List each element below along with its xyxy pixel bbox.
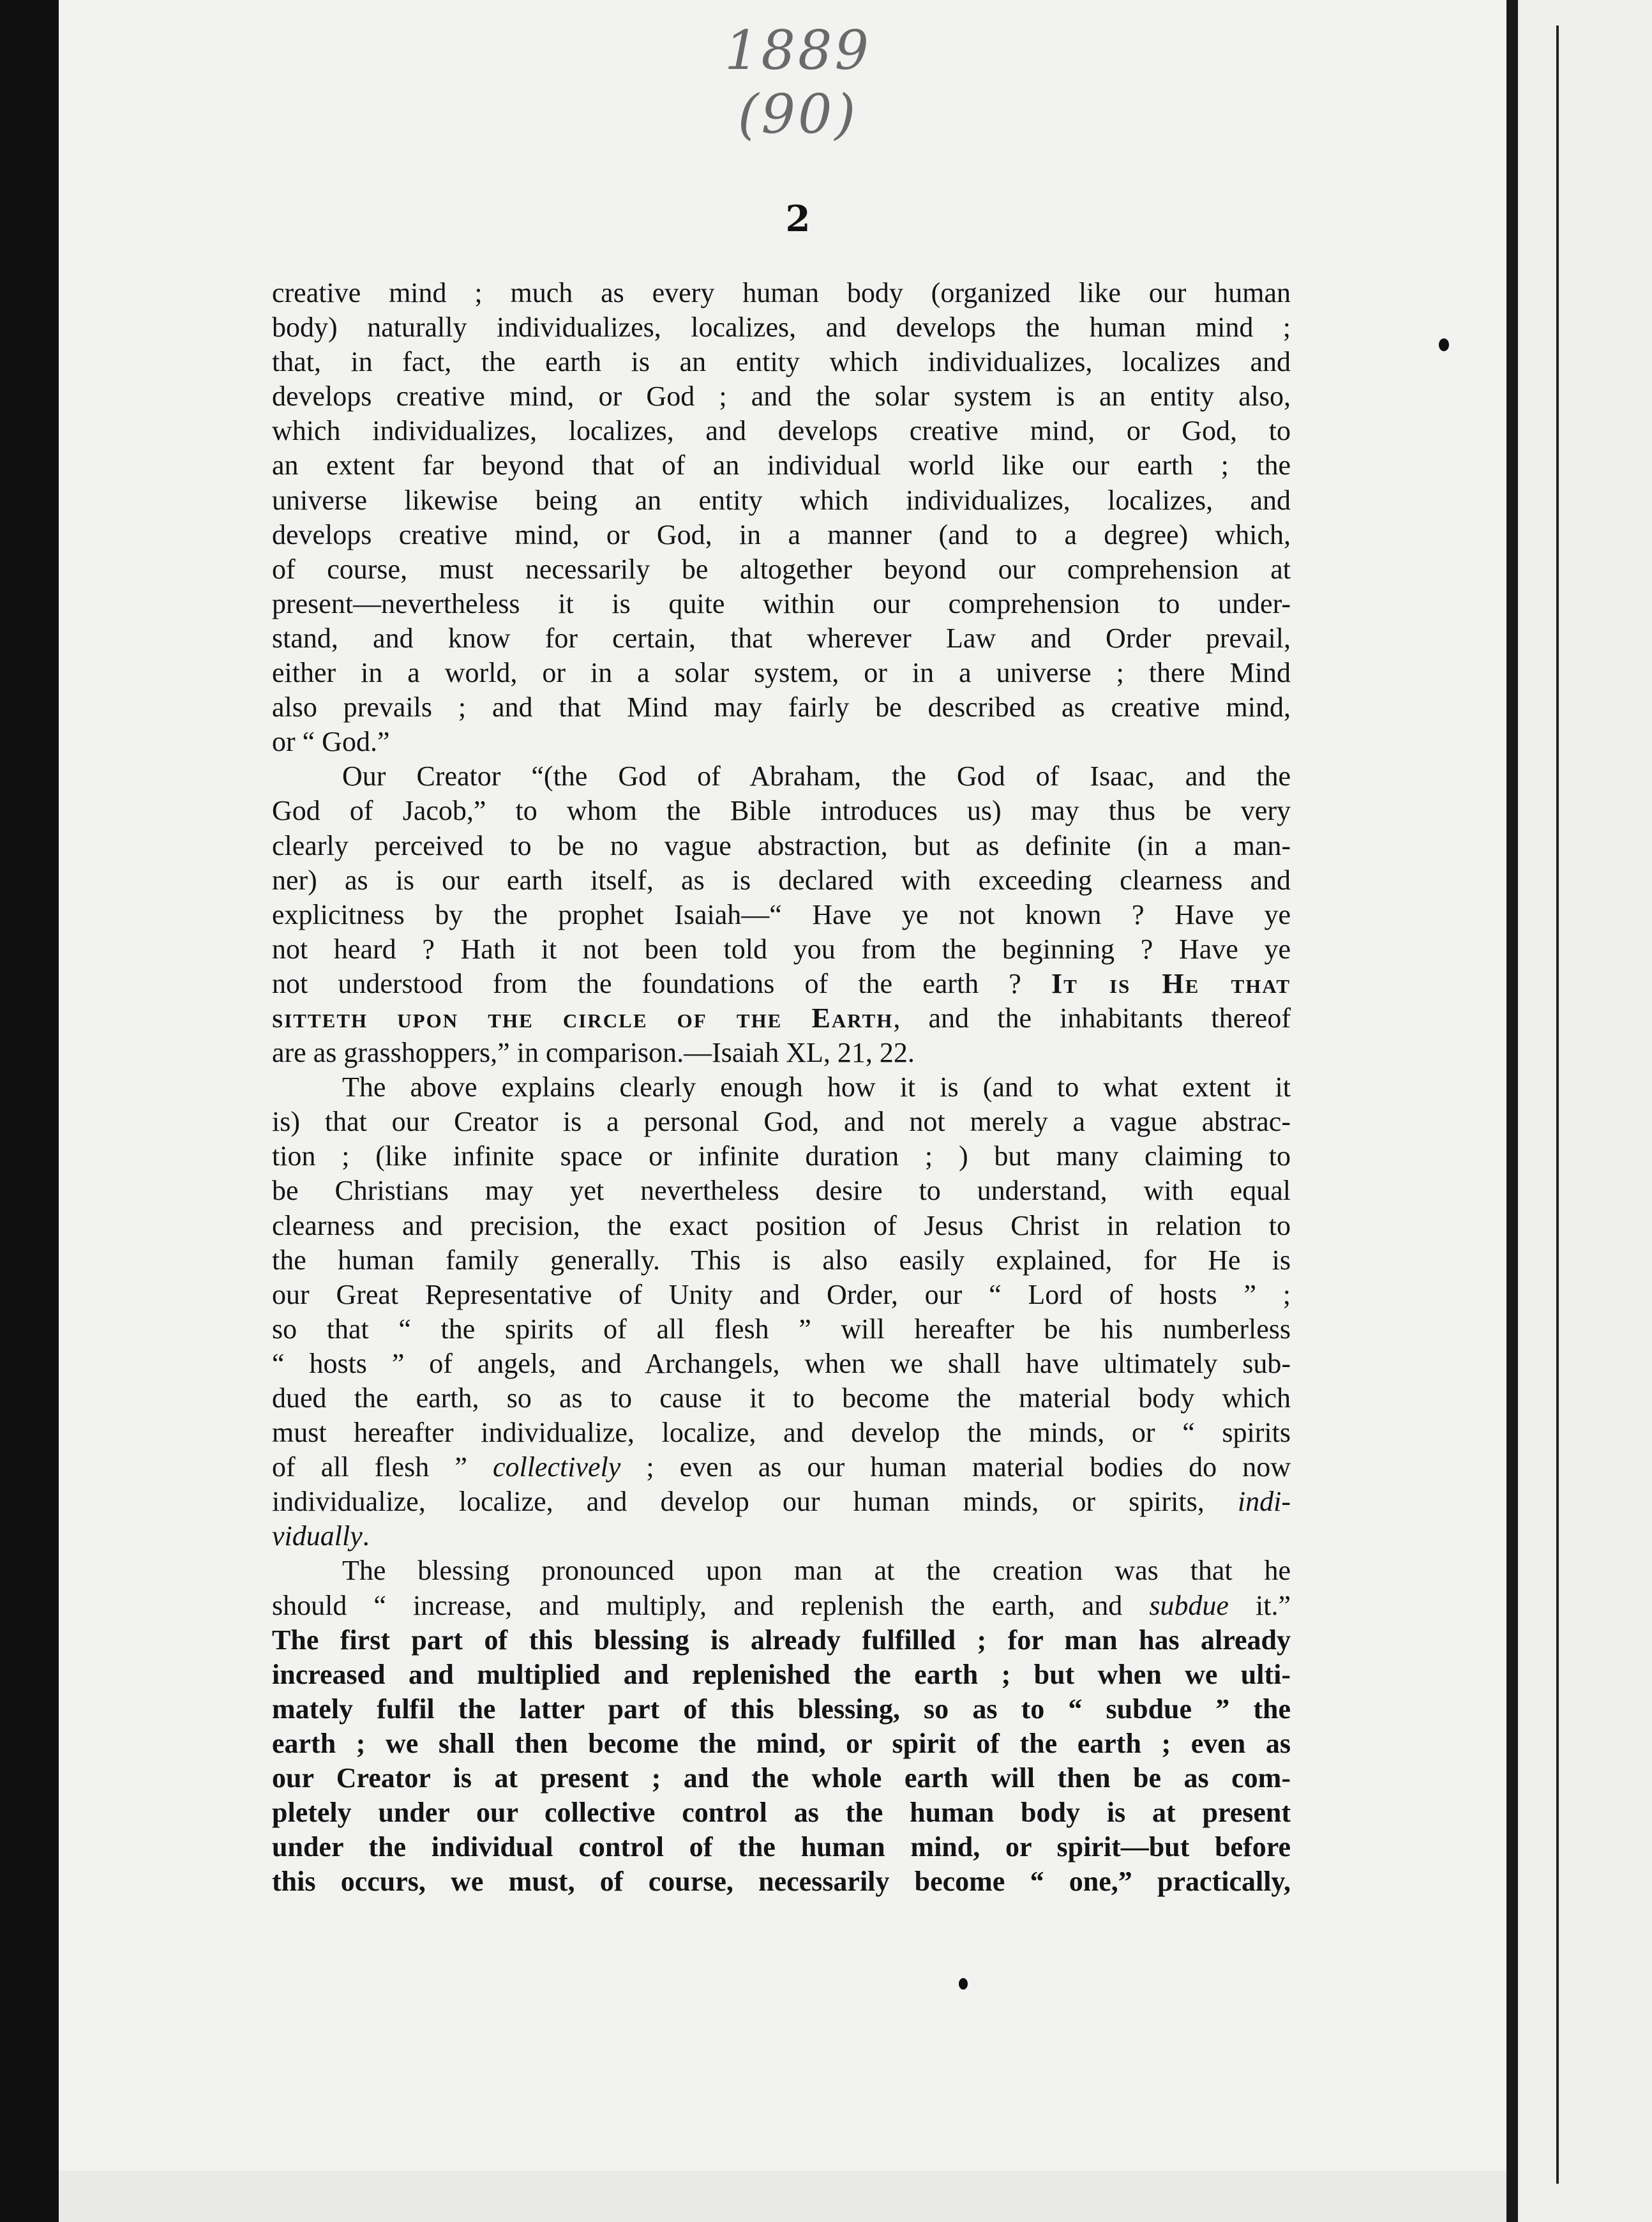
text-line: our Creator is at present ; and the whole earth will then be as com- (272, 1762, 1291, 1794)
text-line: that, in fact, the earth is an entity which individualizes, localizes and (272, 346, 1291, 378)
text-line: pletely under our collective control as the human body is at present (272, 1797, 1291, 1829)
text-run: ; even as our human material bodies do now (646, 1451, 1291, 1483)
text-run: of all flesh ” (272, 1451, 493, 1483)
ink-speck (959, 1978, 968, 1990)
text-line (272, 1589, 1291, 1623)
text-line: which individualizes, localizes, and develops creative mind, or God, to (272, 415, 1291, 447)
italic-run: subdue (1149, 1589, 1229, 1621)
text-line: under the individual control of the human mind, or spirit—but before (272, 1831, 1291, 1863)
text-line: develops creative mind, or God, in a manner (and to a degree) which, (272, 518, 1291, 550)
text-line: Our Creator “(the God of Abraham, the God of Isaac, and the (342, 760, 1291, 792)
text-line: earth ; we shall then become the mind, or spirit of the earth ; even as (272, 1727, 1291, 1759)
paragraph-4 (272, 1553, 1291, 1899)
paragraph-2 (272, 759, 1291, 1070)
text-line: explicitness by the prophet Isaiah—“ Have ye not known ? Have ye (272, 898, 1291, 930)
text-line: our Great Representative of Unity and Order, our “ Lord of hosts ” ; (272, 1278, 1291, 1310)
text-line: the human family generally. This is also easily explained, for He is (272, 1244, 1291, 1276)
page-edge (1506, 0, 1518, 2222)
ink-speck (1439, 338, 1449, 351)
text-line: so that “ the spirits of all flesh ” will hereafter be his numberless (272, 1313, 1291, 1345)
text-line: not heard ? Hath it not been told you from the beginning ? Have ye (272, 933, 1291, 965)
text-run: . (362, 1520, 370, 1552)
text-line: present—nevertheless it is quite within our comprehension to under- (272, 587, 1291, 619)
text-line: The first part of this blessing is already fulfilled ; for man has already (272, 1624, 1291, 1656)
text-line (272, 1001, 1291, 1036)
text-line: God of Jacob,” to whom the Bible introduces us) may thus be very (272, 795, 1291, 827)
italic-run: collectively (492, 1451, 621, 1483)
text-line: must hereafter individualize, localize, and develop the minds, or “ spirits (272, 1417, 1291, 1449)
text-line: The blessing pronounced upon man at the creation was that he (342, 1555, 1291, 1587)
body-text (272, 276, 1291, 1899)
text-line: an extent far beyond that of an individual world like our earth ; the (272, 450, 1291, 481)
text-run: should “ increase, and multiply, and replenish the earth, and (272, 1589, 1150, 1621)
text-line: increased and multiplied and replenished the earth ; but when we ulti- (272, 1658, 1291, 1690)
small-caps-run: sitteth upon the circle of the Earth (272, 1002, 894, 1034)
text-line (272, 967, 1291, 1001)
text-line: is) that our Creator is a personal God, and not merely a vague abstrac- (272, 1106, 1291, 1138)
text-line (272, 1519, 1291, 1553)
text-line: stand, and know for certain, that wherever Law and Order prevail, (272, 622, 1291, 654)
text-line: or “ God.” (272, 726, 390, 758)
text-line: clearness and precision, the exact position of Jesus Christ in relation to (272, 1209, 1291, 1241)
text-line (272, 1485, 1291, 1519)
text-run: individualize, localize, and develop our human minds, or spirits, (272, 1486, 1238, 1518)
text-line: body) naturally individualizes, localizes, and develops the human mind ; (272, 312, 1291, 344)
handwritten-year: 1889 (725, 19, 871, 82)
text-line: be Christians may yet nevertheless desire to understand, with equal (272, 1175, 1291, 1207)
text-line: are as grasshoppers,” in comparison.—Isaiah XL, 21, 22. (272, 1037, 915, 1069)
gutter-line (1556, 26, 1559, 2184)
text-run: it.” (1228, 1589, 1291, 1621)
text-line: “ hosts ” of angels, and Archangels, when we shall have ultimately sub- (272, 1347, 1291, 1379)
text-run: not understood from the foundations of the earth ? (272, 967, 1051, 999)
text-run: , and the inhabitants thereof (893, 1002, 1291, 1034)
text-line: dued the earth, so as to cause it to become the material body which (272, 1382, 1291, 1414)
text-line: ner) as is our earth itself, as is declared with exceeding clearness and (272, 864, 1291, 896)
text-line: develops creative mind, or God ; and the solar system is an entity also, (272, 381, 1291, 412)
italic-run: vidually (272, 1520, 363, 1552)
text-line: either in a world, or in a solar system, or in a universe ; there Mind (272, 657, 1291, 689)
page-bottom (59, 2171, 1506, 2222)
italic-run: indi- (1237, 1486, 1291, 1518)
text-line: The above explains clearly enough how it is (and to what extent it (342, 1071, 1291, 1103)
text-line: mately fulfil the latter part of this blessing, so as to “ subdue ” the (272, 1693, 1291, 1725)
text-line: tion ; (like infinite space or infinite duration ; ) but many claiming to (272, 1140, 1291, 1172)
paragraph-1 (272, 276, 1291, 759)
text-line: this occurs, we must, of course, necessarily become “ one,” practically, (272, 1866, 1291, 1898)
text-line: creative mind ; much as every human body (organized like our human (272, 277, 1291, 308)
handwritten-number: (90) (737, 83, 859, 146)
page-number: 2 (785, 198, 811, 240)
paragraph-3 (272, 1070, 1291, 1553)
text-line: of course, must necessarily be altogether beyond our comprehension at (272, 553, 1291, 585)
text-line (272, 1450, 1291, 1485)
scan-left-edge (0, 0, 59, 2222)
text-line: also prevails ; and that Mind may fairly be described as creative mind, (272, 692, 1291, 723)
text-line: clearly perceived to be no vague abstraction, but as definite (in a man- (272, 829, 1291, 861)
text-line: universe likewise being an entity which individualizes, localizes, and (272, 484, 1291, 516)
small-caps-run: It is He that (1051, 967, 1291, 999)
adjacent-page (1518, 0, 1652, 2222)
